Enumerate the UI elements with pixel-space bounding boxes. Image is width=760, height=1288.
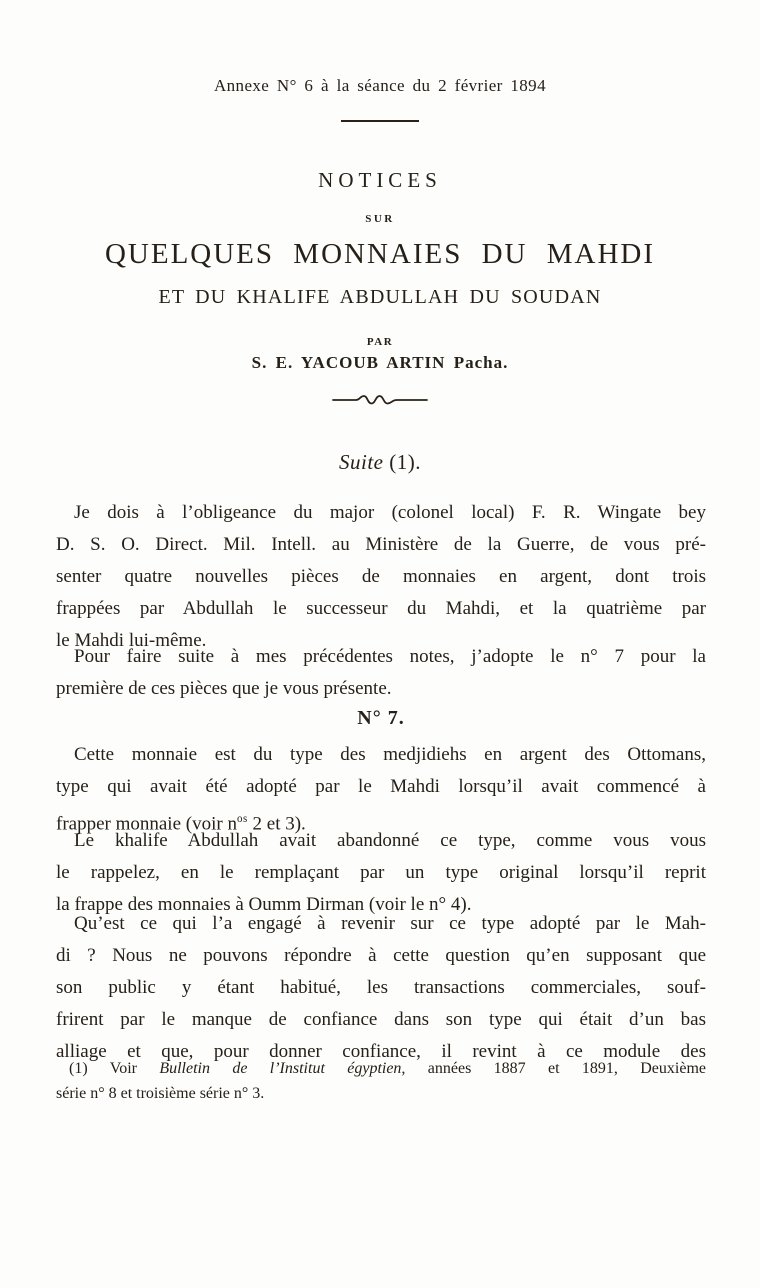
footnote-text-segment: années 1887 et 1891, Deuxième bbox=[405, 1060, 707, 1077]
byline-label: PAR bbox=[366, 336, 394, 348]
paragraph-line: le Mahdi lui-même. bbox=[56, 630, 207, 651]
paragraph-line: le rappelez, en le remplaçant par un type original lorsqu’il reprit bbox=[56, 862, 706, 883]
paragraph-line: première de ces pièces que je vous présente. bbox=[56, 678, 392, 699]
paragraph-line: Le khalife Abdullah avait abandonné ce type, comme vous vous bbox=[74, 830, 706, 851]
main-title: QUELQUES MONNAIES DU MAHDI bbox=[104, 238, 655, 270]
footnote-line: série n° 8 et troisième série n° 3. bbox=[56, 1085, 265, 1102]
paragraph-line: la frappe des monnaies à Oumm Dirman (voir le n° 4). bbox=[56, 894, 472, 915]
number-heading-no7: N° 7. bbox=[357, 707, 405, 729]
paragraph-line: senter quatre nouvelles pièces de monnaies en argent, dont trois bbox=[56, 566, 706, 587]
paragraph-line: Pour faire suite à mes précédentes notes, j’adopte le n° 7 pour la bbox=[74, 646, 706, 667]
line-text-segment: frapper monnaie (voir n bbox=[56, 813, 237, 835]
author-name: S. E. YACOUB ARTIN Pacha. bbox=[251, 353, 509, 372]
annexe-header-line: Annexe N° 6 à la séance du 2 février 1894 bbox=[213, 76, 546, 95]
paragraph-5 bbox=[56, 908, 706, 1068]
superscript-os: os bbox=[236, 813, 248, 825]
paragraph-line: Je dois à l’obligeance du major (colonel local) F. R. Wingate bey bbox=[74, 502, 706, 523]
work-title: NOTICES bbox=[318, 168, 442, 192]
line-text-segment: 2 et 3). bbox=[247, 813, 306, 835]
work-subtitle-sur: SUR bbox=[365, 213, 395, 225]
suite-number-text: (1). bbox=[383, 450, 421, 474]
paragraph-line: frirent par le manque de confiance dans son type qui était d’un bas bbox=[56, 1009, 706, 1030]
footnote-text-segment: (1) Voir bbox=[69, 1060, 160, 1077]
paragraph-line: son public y étant habitué, les transactions commerciales, souf- bbox=[56, 977, 706, 998]
section-heading-suite bbox=[0, 450, 760, 475]
subtitle: ET DU KHALIFE ABDULLAH DU SOUDAN bbox=[158, 286, 602, 308]
paragraph-4 bbox=[56, 825, 706, 921]
paragraph-line: D. S. O. Direct. Mil. Intell. au Ministère de la Guerre, de vous pré- bbox=[56, 534, 706, 555]
paragraph-line: alliage et que, pour donner confiance, il revint à ce module des bbox=[56, 1041, 706, 1062]
footnote-line bbox=[56, 1056, 706, 1081]
suite-italic-text: Suite bbox=[339, 450, 384, 474]
paragraph-line: frappées par Abdullah le successeur du Mahdi, et la quatrième par bbox=[56, 598, 706, 619]
paragraph-line: Qu’est ce qui l’a engagé à revenir sur ce type adopté par le Mah- bbox=[74, 913, 706, 934]
header-divider-rule bbox=[341, 120, 419, 122]
ornament-flourish bbox=[0, 392, 760, 413]
footnote-italic-title: Bulletin de l’Institut égyptien, bbox=[159, 1060, 406, 1077]
paragraph-line: di ? Nous ne pouvons répondre à cette question qu’en supposant que bbox=[56, 945, 706, 966]
paragraph-2 bbox=[56, 641, 706, 705]
footnote-1 bbox=[56, 1056, 706, 1106]
paragraph-line: Cette monnaie est du type des medjidiehs en argent des Ottomans, bbox=[74, 744, 706, 765]
paragraph-1 bbox=[56, 497, 706, 657]
paragraph-line: type qui avait été adopté par le Mahdi lorsqu’il avait commencé à bbox=[56, 776, 706, 797]
